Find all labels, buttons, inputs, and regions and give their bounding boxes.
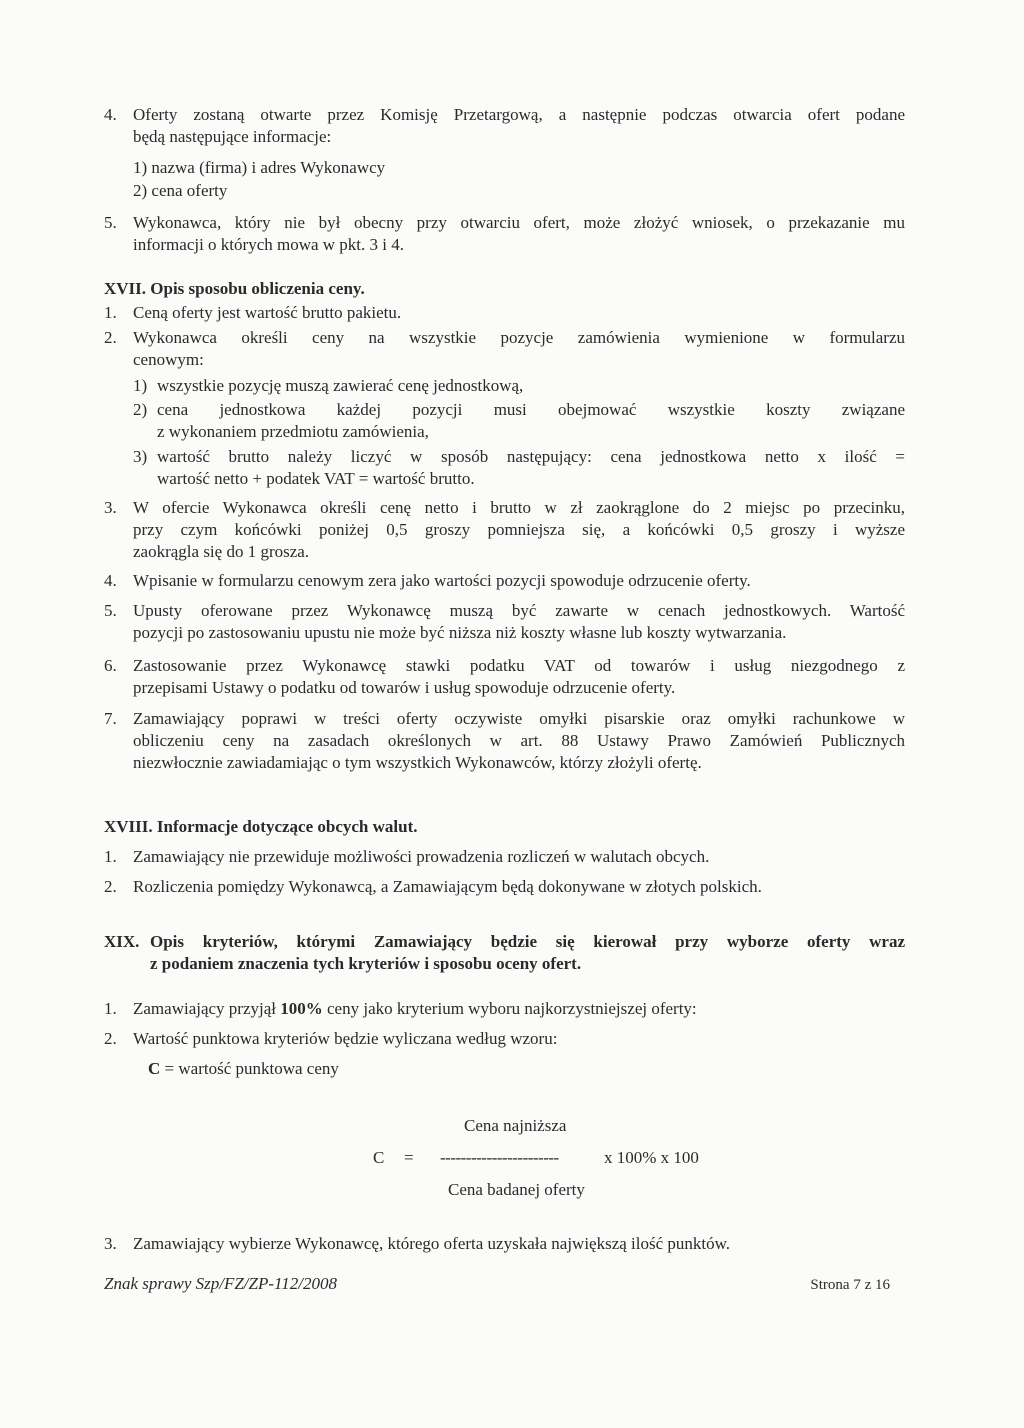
percent-value: 100% bbox=[280, 999, 323, 1018]
paragraph-line: Wykonawca, który nie był obecny przy otwarciu ofert, może złożyć wniosek, o przekazanie mu bbox=[133, 213, 905, 232]
paragraph-line: Oferty zostaną otwarte przez Komisję Przetargową, a następnie podczas otwarcia ofert podane bbox=[133, 105, 905, 124]
formula-definition bbox=[148, 1058, 339, 1080]
section-heading: XVII. Opis sposobu obliczenia ceny. bbox=[104, 279, 365, 298]
section-heading: Opis kryteriów, którymi Zamawiający będzie się kierował przy wyborze oferty wraz bbox=[150, 932, 905, 951]
sub-item-number: 1) bbox=[133, 376, 148, 395]
item-number: 2. bbox=[104, 877, 117, 896]
paragraph-line: będą następujące informacje: bbox=[133, 127, 332, 146]
paragraph-line: Rozliczenia pomiędzy Wykonawcą, a Zamawiającym będą dokonywane w złotych polskich. bbox=[133, 877, 762, 896]
item-number: 1. bbox=[104, 999, 117, 1018]
item-number: 3. bbox=[104, 498, 117, 517]
sub-item-number: 3) bbox=[133, 447, 148, 466]
paragraph-line: Wartość punktowa kryteriów będzie wyliczana według wzoru: bbox=[133, 1029, 558, 1048]
sub-item: 1) nazwa (firma) i adres Wykonawcy bbox=[133, 158, 386, 177]
paragraph-line: Upusty oferowane przez Wykonawcę muszą być zawarte w cenach jednostkowych. Wartość bbox=[133, 601, 905, 620]
paragraph-line: Wpisanie w formularzu cenowym zera jako wartości pozycji spowoduje odrzucenie oferty. bbox=[133, 571, 751, 590]
paragraph-line: przy czym końcówki poniżej 0,5 groszy pomniejsza się, a końcówki 0,5 groszy i wyższe bbox=[133, 520, 905, 539]
paragraph-line: cenowym: bbox=[133, 350, 204, 369]
paragraph-line: niezwłocznie zawiadamiając o tym wszystkich Wykonawców, którzy złożyli ofertę. bbox=[133, 753, 702, 772]
item-number: 1. bbox=[104, 847, 117, 866]
sub-item: wartość netto + podatek VAT = wartość brutto. bbox=[157, 469, 475, 488]
formula-fraction-bar: ----------------------- bbox=[440, 1148, 559, 1167]
paragraph-line: W ofercie Wykonawca określi cenę netto i brutto w zł zaokrąglone do 2 miejsc po przecinku, bbox=[133, 498, 905, 517]
item-number: 2. bbox=[104, 328, 117, 347]
item-number: 5. bbox=[104, 213, 117, 232]
section-heading-number: XIX. bbox=[104, 932, 140, 951]
formula-definition-text: = wartość punktowa ceny bbox=[160, 1059, 339, 1078]
footer-reference: Znak sprawy Szp/FZ/ZP-112/2008 bbox=[104, 1274, 337, 1293]
sub-item: 2) cena oferty bbox=[133, 181, 228, 200]
paragraph-line: Zamawiający wybierze Wykonawcę, którego oferta uzyskała największą ilość punktów. bbox=[133, 1234, 731, 1253]
paragraph-line: zaokrągla się do 1 grosza. bbox=[133, 542, 310, 561]
sub-item: wszystkie pozycję muszą zawierać cenę jednostkową, bbox=[157, 376, 524, 395]
paragraph-line: Zamawiający poprawi w treści oferty oczywiste omyłki pisarskie oraz omyłki rachunkowe w bbox=[133, 709, 905, 728]
item-number: 4. bbox=[104, 571, 117, 590]
sub-item: cena jednostkowa każdej pozycji musi obejmować wszystkie koszty związane bbox=[157, 400, 905, 419]
formula-denominator: Cena badanej oferty bbox=[448, 1180, 585, 1199]
paragraph-line: obliczeniu ceny na zasadach określonych w art. 88 Ustawy Prawo Zamówień Publicznych bbox=[133, 731, 905, 750]
paragraph-line: Wykonawca określi ceny na wszystkie pozycje zamówienia wymienione w formularzu bbox=[133, 328, 905, 347]
paragraph-line bbox=[133, 998, 697, 1020]
text-span: Zamawiający przyjął bbox=[133, 999, 281, 1018]
paragraph-line: Zamawiający nie przewiduje możliwości prowadzenia rozliczeń w walutach obcych. bbox=[133, 847, 710, 866]
formula-lhs: C bbox=[373, 1148, 385, 1167]
sub-item: wartość brutto należy liczyć w sposób następujący: cena jednostkowa netto x ilość = bbox=[157, 447, 905, 466]
paragraph-line: pozycji po zastosowaniu upustu nie może być niższa niż koszty własne lub koszty wytwarzania. bbox=[133, 623, 787, 642]
item-number: 2. bbox=[104, 1029, 117, 1048]
paragraph-line: Zastosowanie przez Wykonawcę stawki podatku VAT od towarów i usług niezgodnego z bbox=[133, 656, 905, 675]
sub-item: z wykonaniem przedmiotu zamówienia, bbox=[157, 422, 429, 441]
sub-item-number: 2) bbox=[133, 400, 148, 419]
formula-equals: = bbox=[404, 1148, 414, 1167]
section-heading: z podaniem znaczenia tych kryteriów i sposobu oceny ofert. bbox=[150, 954, 582, 973]
section-heading: XVIII. Informacje dotyczące obcych walut. bbox=[104, 817, 418, 836]
formula-multiplier: x 100% x 100 bbox=[604, 1148, 699, 1167]
item-number: 1. bbox=[104, 303, 117, 322]
item-number: 5. bbox=[104, 601, 117, 620]
item-number: 3. bbox=[104, 1234, 117, 1253]
paragraph-line: Ceną oferty jest wartość brutto pakietu. bbox=[133, 303, 402, 322]
item-number: 7. bbox=[104, 709, 117, 728]
paragraph-line: przepisami Ustawy o podatku od towarów i usług spowoduje odrzucenie oferty. bbox=[133, 678, 676, 697]
formula-numerator: Cena najniższa bbox=[464, 1116, 567, 1135]
item-number: 4. bbox=[104, 105, 117, 124]
page-number: Strona 7 z 16 bbox=[810, 1277, 890, 1293]
paragraph-line: informacji o których mowa w pkt. 3 i 4. bbox=[133, 235, 405, 254]
item-number: 6. bbox=[104, 656, 117, 675]
formula-symbol: C bbox=[148, 1059, 161, 1078]
text-span: ceny jako kryterium wyboru najkorzystniejszej oferty: bbox=[322, 999, 697, 1018]
